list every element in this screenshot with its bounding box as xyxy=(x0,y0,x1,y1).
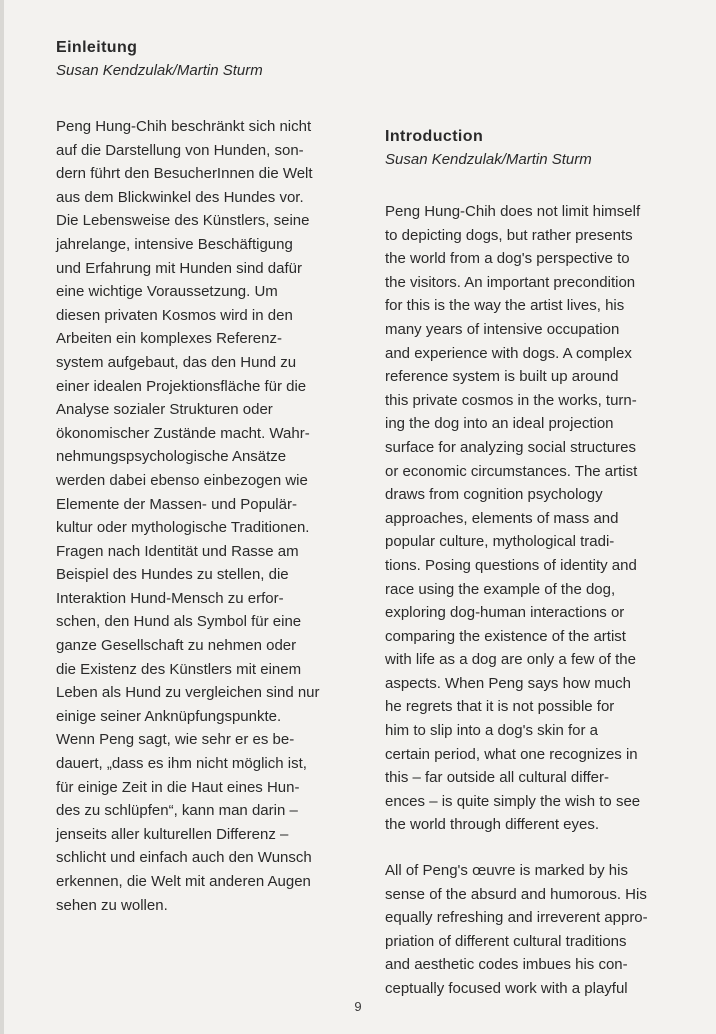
text-line: Peng Hung-Chih beschränkt sich nicht xyxy=(56,118,312,135)
text-line: surface for analyzing social structures xyxy=(385,438,636,456)
text-line: draws from cognition psychology xyxy=(385,486,603,504)
text-line: Wenn Peng sagt, wie sehr er es be- xyxy=(56,731,295,749)
text-line: die Existenz des Künstlers mit einem xyxy=(56,660,302,678)
text-line: diesen privaten Kosmos wird in den xyxy=(56,306,293,324)
text-line: ceptually focused work with a playful xyxy=(385,980,628,997)
text-line: werden dabei ebenso einbezogen wie xyxy=(56,471,308,489)
german-paragraph xyxy=(56,115,346,917)
text-line: dern führt den BesucherInnen die Welt xyxy=(56,165,313,183)
text-line: with life as a dog are only a few of the xyxy=(385,651,636,669)
text-line: aus dem Blickwinkel des Hundes vor. xyxy=(56,188,304,206)
text-line: schlicht und einfach auch den Wunsch xyxy=(56,849,312,867)
text-line: and experience with dogs. A complex xyxy=(385,344,632,362)
text-line: sense of the absurd and humorous. His xyxy=(385,885,647,903)
text-line: und Erfahrung mit Hunden sind dafür xyxy=(56,259,302,277)
text-line: Fragen nach Identität und Rasse am xyxy=(56,542,299,560)
text-line: certain period, what one recognizes in xyxy=(385,745,638,763)
text-line: aspects. When Peng says how much xyxy=(385,674,631,692)
text-line: ing the dog into an ideal projection xyxy=(385,415,614,433)
text-line: All of Peng's œuvre is marked by his xyxy=(385,862,628,880)
text-line: to depicting dogs, but rather presents xyxy=(385,226,633,244)
text-line: sehen zu wollen. xyxy=(56,896,168,914)
text-line: priation of different cultural traditions xyxy=(385,932,627,950)
text-line: Interaktion Hund-Mensch zu erfor- xyxy=(56,589,284,607)
german-authors: Susan Kendzulak/Martin Sturm xyxy=(56,62,263,79)
text-line: eine wichtige Voraussetzung. Um xyxy=(56,283,278,301)
text-line: this private cosmos in the works, turn- xyxy=(385,391,637,409)
text-line: Beispiel des Hundes zu stellen, die xyxy=(56,566,289,584)
text-line: ences – is quite simply the wish to see xyxy=(385,792,641,810)
text-line: Die Lebensweise des Künstlers, seine xyxy=(56,212,310,230)
text-line: dauert, „dass es ihm nicht möglich ist, xyxy=(56,755,307,773)
text-line: system aufgebaut, das den Hund zu xyxy=(56,353,297,371)
text-line: and aesthetic codes imbues his con- xyxy=(385,956,628,974)
english-column xyxy=(385,127,685,1001)
text-line: reference system is built up around xyxy=(385,368,619,386)
text-line: einige seiner Anknüpfungspunkte. xyxy=(56,707,282,725)
text-line: auf die Darstellung von Hunden, son- xyxy=(56,141,304,159)
text-line: this – far outside all cultural differ- xyxy=(385,769,609,787)
text-line: Peng Hung-Chih does not limit himself xyxy=(385,203,641,220)
text-line: equally refreshing and irreverent appro- xyxy=(385,909,648,927)
text-line: the world from a dog's perspective to xyxy=(385,250,630,268)
text-line: the world through different eyes. xyxy=(385,816,600,834)
text-line: einer idealen Projektionsfläche für die xyxy=(56,377,307,395)
text-line: jenseits aller kulturellen Differenz – xyxy=(56,825,289,843)
text-line: approaches, elements of mass and xyxy=(385,509,619,527)
english-authors: Susan Kendzulak/Martin Sturm xyxy=(385,151,592,168)
english-paragraph-1 xyxy=(385,200,685,837)
text-line: jahrelange, intensive Beschäftigung xyxy=(56,235,293,253)
text-line: für einige Zeit in die Haut eines Hun- xyxy=(56,778,300,796)
text-line: race using the example of the dog, xyxy=(385,580,616,598)
text-line: ökonomischer Zustände macht. Wahr- xyxy=(56,424,310,442)
english-heading: Introduction xyxy=(385,128,484,145)
text-line: him to slip into a dog's skin for a xyxy=(385,722,598,740)
text-line: Analyse sozialer Strukturen oder xyxy=(56,401,273,419)
text-line: ganze Gesellschaft zu nehmen oder xyxy=(56,637,297,655)
page-edge xyxy=(0,0,4,1034)
text-line: nehmungspsychologische Ansätze xyxy=(56,448,287,466)
text-line: erkennen, die Welt mit anderen Augen xyxy=(56,873,311,890)
page-number: 9 xyxy=(354,999,362,1014)
text-line: tions. Posing questions of identity and xyxy=(385,556,637,574)
text-line: comparing the existence of the artist xyxy=(385,627,626,645)
text-line: Leben als Hund zu vergleichen sind nur xyxy=(56,684,320,702)
text-line: many years of intensive occupation xyxy=(385,320,620,338)
text-line: des zu schlüpfen“, kann man darin – xyxy=(56,802,298,820)
german-column xyxy=(56,38,346,917)
text-line: schen, den Hund als Symbol für eine xyxy=(56,613,302,631)
german-heading: Einleitung xyxy=(56,39,138,56)
text-line: Elemente der Massen- und Populär- xyxy=(56,495,297,513)
text-line: Arbeiten ein komplexes Referenz- xyxy=(56,330,282,348)
text-line: or economic circumstances. The artist xyxy=(385,462,638,480)
english-paragraph-2 xyxy=(385,859,685,1001)
text-line: he regrets that it is not possible for xyxy=(385,698,615,716)
text-line: exploring dog-human interactions or xyxy=(385,604,625,622)
text-line: for this is the way the artist lives, his xyxy=(385,297,625,315)
text-line: the visitors. An important precondition xyxy=(385,273,636,291)
text-line: kultur oder mythologische Traditionen. xyxy=(56,519,310,537)
text-line: popular culture, mythological tradi- xyxy=(385,533,615,551)
